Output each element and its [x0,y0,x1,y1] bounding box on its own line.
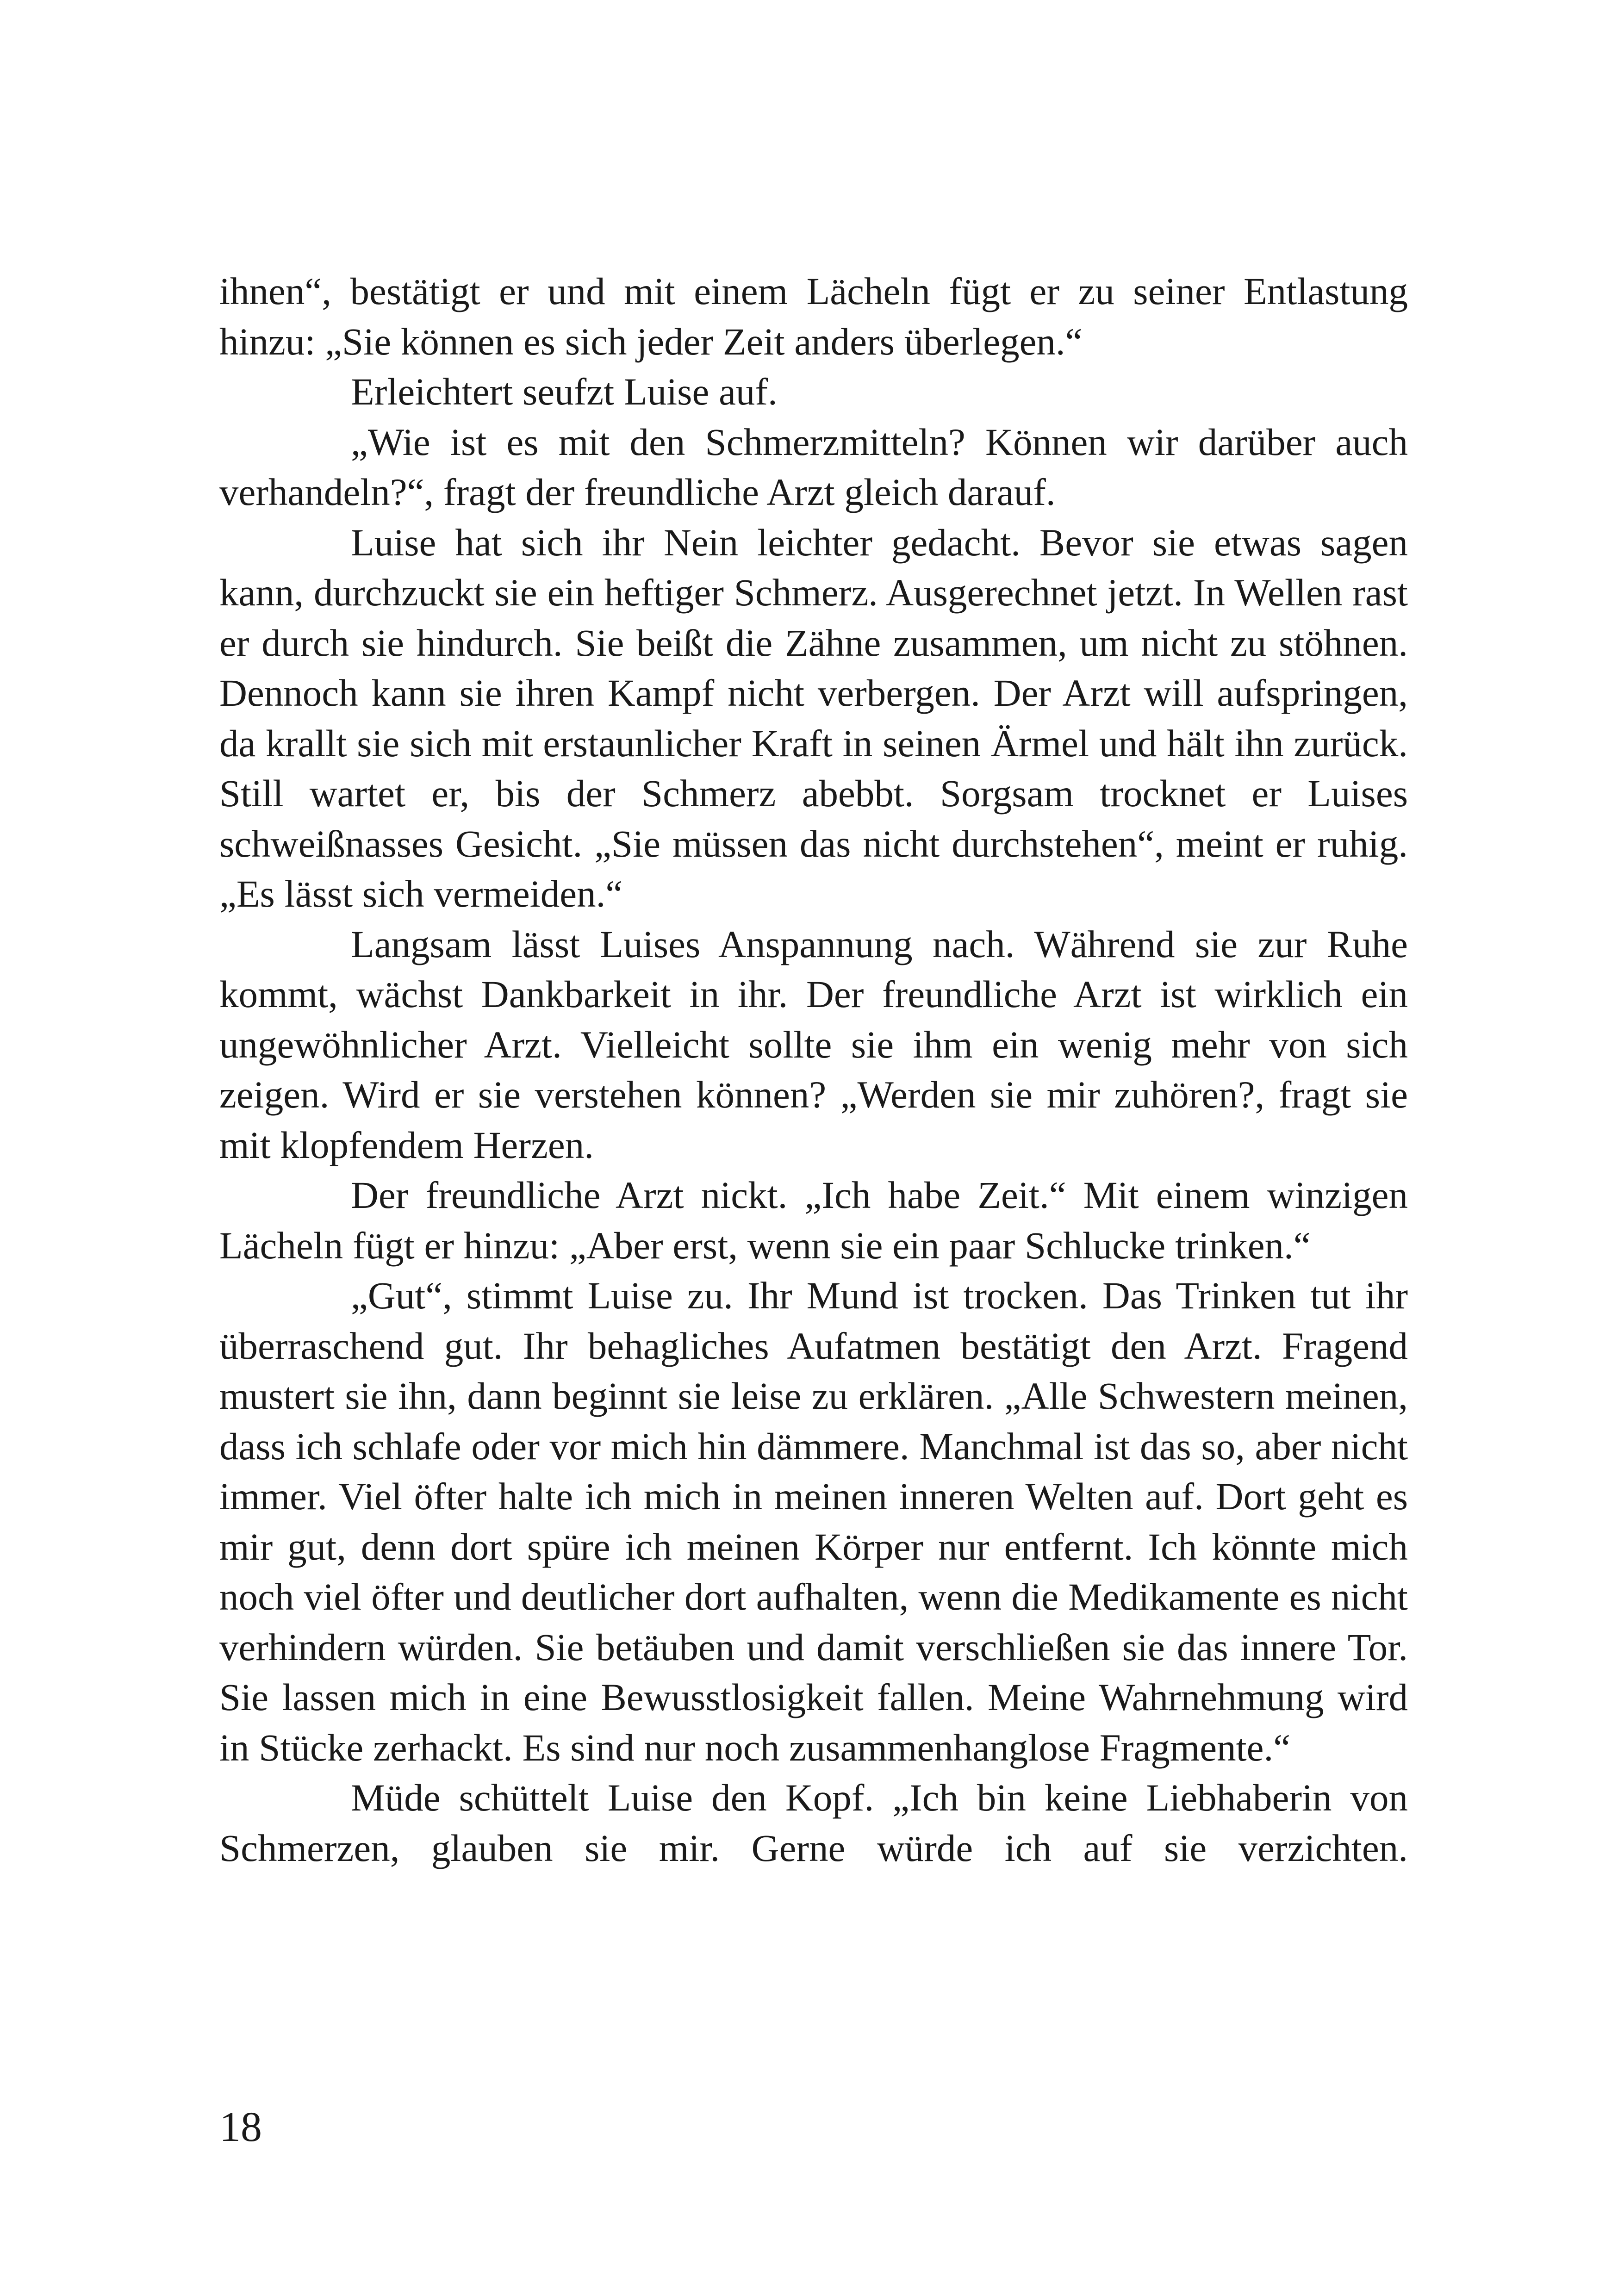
paragraph: Erleichtert seufzt Luise auf. [351,370,778,413]
page-number: 18 [219,2103,262,2150]
paragraph: Luise hat sich ihr Nein leichter gedacht. Bevor sie etwas sagen kann, durchzuckt sie ein heftiger Schmerz. Ausgerechnet jetzt. In Wellen rast er durch sie hindurch. Sie beißt die Zähne zusammen, um nicht zu stöhnen. Dennoch kann sie ihren Kampf nicht verbergen. Der Arzt will aufspringen, da krallt sie sich mit erstaunlicher Kraft in seinen Ärmel und hält ihn zurück. Still wartet er, bis der Schmerz abebbt. Sorgsam trocknet er Luises schweißnasses Gesicht. „Sie müssen das nicht durchstehen“, meint er ruhig. „Es lässt sich vermeiden.“ [219,521,1408,915]
paragraph: „Gut“, stimmt Luise zu. Ihr Mund ist trocken. Das Trinken tut ihr überraschend gut. Ihr behagliches Aufatmen bestätigt den Arzt. Fragend mustert sie ihn, dann beginnt sie leise zu erklären. „Alle Schwestern meinen, dass ich schlafe oder vor mich hin dämmere. Manchmal ist das so, aber nicht immer. Viel öfter halte ich mich in meinen inneren Welten auf. Dort geht es mir gut, denn dort spüre ich meinen Körper nur entfernt. Ich könnte mich noch viel öfter und deutlicher dort aufhalten, wenn die Medikamente es nicht verhindern würden. Sie betäuben und damit verschließen sie das innere Tor. Sie lassen mich in eine Bewusstlosigkeit fallen. Meine Wahrnehmung wird in Stücke zerhackt. Es sind nur noch zusammenhanglose Fragmente.“ [219,1274,1408,1769]
paragraph: Müde schüttelt Luise den Kopf. „Ich bin keine Liebhaberin von Schmerzen, glauben sie mir. Gerne würde ich auf sie verzichten. [219,1776,1408,1869]
paragraph: ihnen“, bestätigt er und mit einem Lächeln fügt er zu seiner Entlastung hinzu: „Sie können es sich jeder Zeit anders überlegen.“ [219,270,1408,363]
paragraph: Langsam lässt Luises Anspannung nach. Während sie zur Ruhe kommt, wächst Dankbarkeit in ihr. Der freundliche Arzt ist wirklich ein ungewöhnlicher Arzt. Vielleicht sollte sie ihm ein wenig mehr von sich zeigen. Wird er sie verstehen können? „Werden sie mir zuhören?, fragt sie mit klopfendem Herzen. [219,922,1408,1166]
body-text [219,266,1408,1873]
paragraph: „Wie ist es mit den Schmerzmitteln? Können wir darüber auch verhandeln?“, fragt der freundliche Arzt gleich darauf. [219,420,1408,513]
paragraph: Der freundliche Arzt nickt. „Ich habe Zeit.“ Mit einem winzigen Lächeln fügt er hinzu: „Aber erst, wenn sie ein paar Schlucke trinken.“ [219,1174,1408,1267]
